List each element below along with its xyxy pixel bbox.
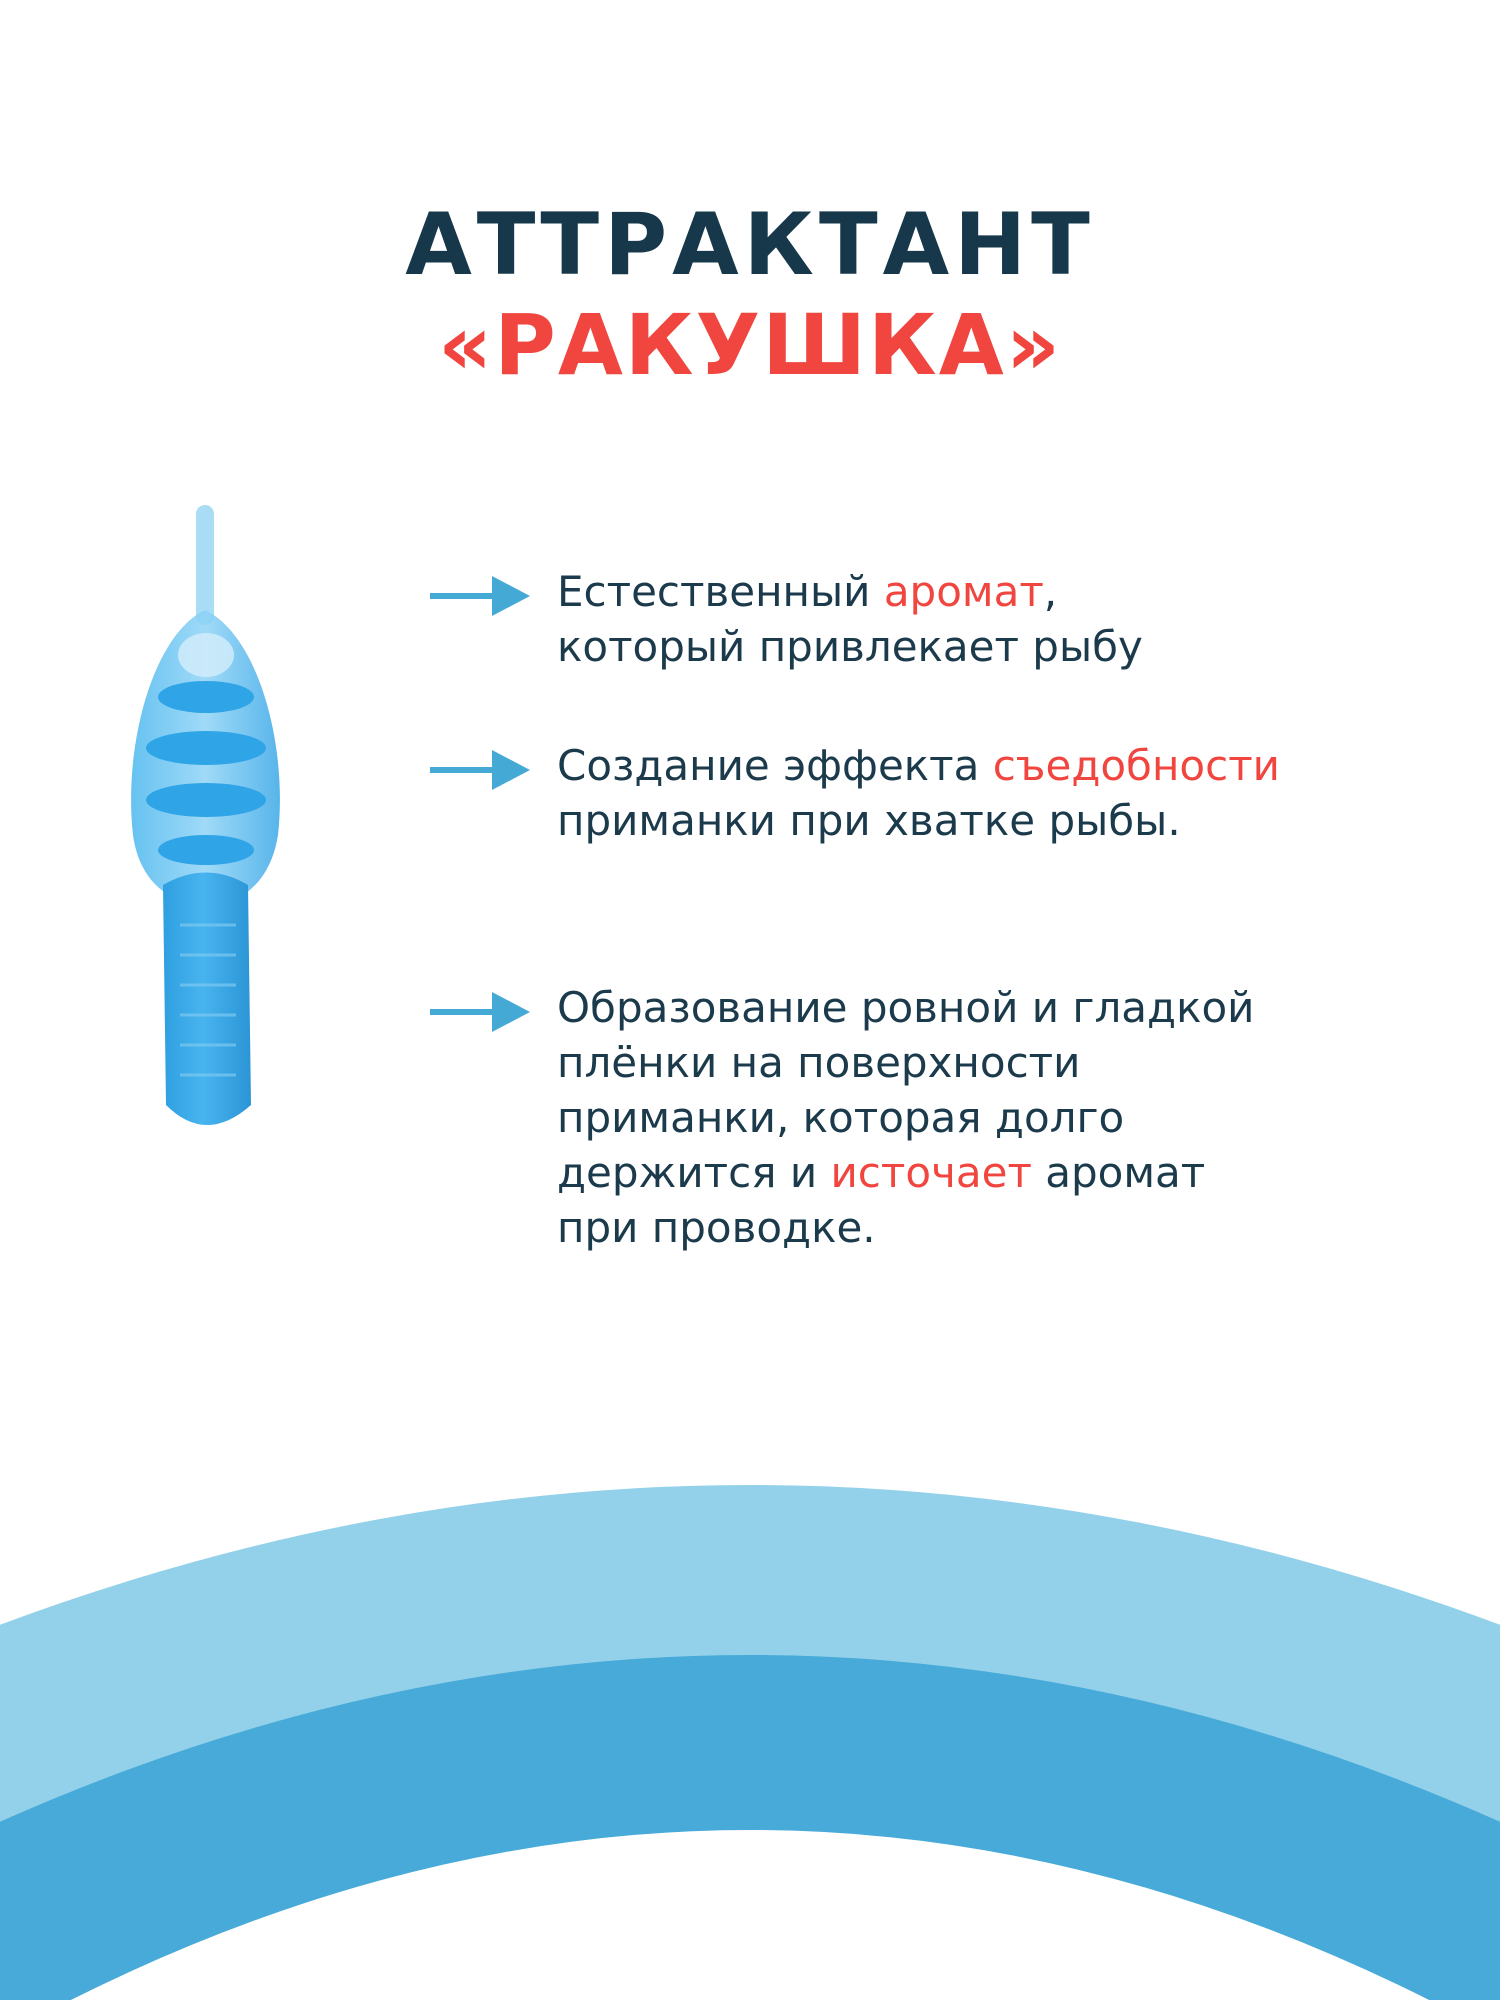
lure-rib (158, 835, 254, 865)
feature-text-line (557, 1200, 1457, 1255)
arrow-right-icon (430, 990, 530, 1034)
text-segment: приманки при хватке рыбы. (557, 796, 1181, 845)
lure-highlight (178, 633, 234, 677)
feature-text-line (557, 980, 1457, 1035)
text-segment: плёнки на поверхности (557, 1038, 1081, 1087)
feature-text-line (557, 793, 1457, 848)
title-block (0, 195, 1500, 395)
feature-text-line (557, 738, 1457, 793)
text-segment: при проводке. (557, 1203, 876, 1252)
highlight-word: съедобности (992, 741, 1280, 790)
product-name: «РАКУШКА» (438, 296, 1062, 394)
highlight-word: аромат (883, 567, 1044, 616)
text-segment: держится и (557, 1148, 831, 1197)
lure-rib (146, 731, 266, 765)
feature-text-line (557, 1035, 1457, 1090)
text-segment: Образование ровной и гладкой (557, 983, 1255, 1032)
lure-antenna (196, 505, 214, 625)
feature-text-line (557, 1145, 1457, 1200)
feature-text (557, 738, 1457, 848)
text-segment: который привлекает рыбу (557, 622, 1143, 671)
page-title: АТТРАКТАНТ (405, 195, 1095, 295)
lure-tail (163, 873, 251, 1126)
text-segment: Естественный (557, 567, 884, 616)
lure-rib (158, 681, 254, 713)
lure-rib (146, 783, 266, 817)
text-segment: , (1043, 567, 1058, 616)
arrow-right-icon (430, 748, 530, 792)
arrow-right-icon (430, 574, 530, 618)
feature-text (557, 980, 1457, 1255)
feature-text-line (557, 564, 1457, 619)
lure-image (118, 505, 298, 1165)
text-segment: приманки, которая долго (557, 1093, 1125, 1142)
highlight-word: источает (830, 1148, 1032, 1197)
feature-text-line (557, 1090, 1457, 1145)
feature-text-line (557, 619, 1457, 674)
text-segment: аромат (1031, 1148, 1206, 1197)
feature-text (557, 564, 1457, 674)
text-segment: Создание эффекта (557, 741, 993, 790)
